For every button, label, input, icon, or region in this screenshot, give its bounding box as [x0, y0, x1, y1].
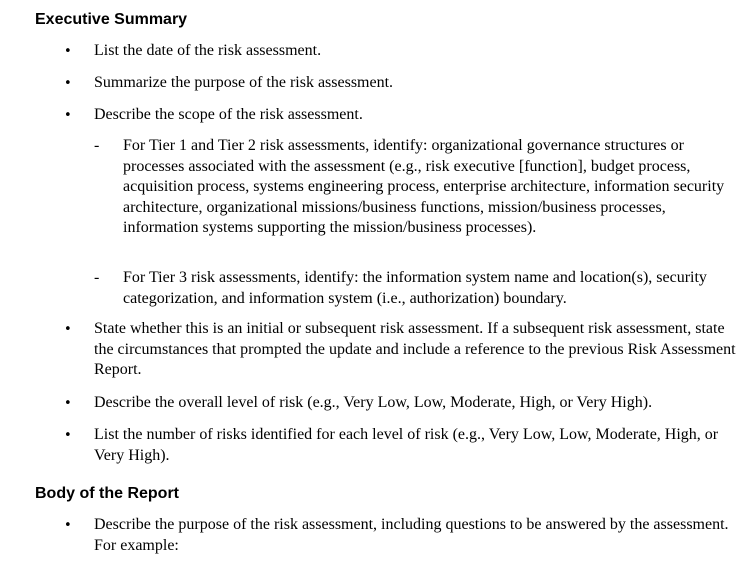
list-item: State whether this is an initial or subsequent risk assessment. If a subsequent risk assessment, state the circumstances that prompted the update and include a reference to the previous Risk Assessment Report. [94, 320, 736, 378]
bullet-icon: • [64, 396, 72, 411]
bullet-icon: • [64, 76, 72, 91]
list-item: Summarize the purpose of the risk assessment. [94, 74, 394, 91]
list-item: List the number of risks identified for each level of risk (e.g., Very Low, Low, Moderate, High, or Very High). [94, 426, 719, 464]
dash-marker: - [94, 137, 100, 154]
sub-list-item: For Tier 3 risk assessments, identify: the information system name and location(s), security categorization, and information system (i.e., authorization) boundary. [123, 269, 707, 307]
heading-executive-summary: Executive Summary [35, 11, 188, 28]
heading-body-of-report: Body of the Report [35, 485, 179, 502]
bullet-icon: • [64, 108, 72, 123]
dash-marker: - [94, 269, 100, 286]
sub-list-item: For Tier 1 and Tier 2 risk assessments, identify: organizational governance structures or processes associated with the assessment (e.g., risk executive [function], budget process, acquisition process, systems engineering process, enterprise architecture, information security architecture, organizational missions/business functions, mission/business processes, information systems supporting the mission/business processes). [123, 137, 725, 236]
bullet-icon: • [64, 44, 72, 59]
bullet-icon: • [64, 518, 72, 533]
bullet-icon: • [64, 428, 72, 443]
list-item: Describe the scope of the risk assessment. [94, 106, 363, 123]
list-item: Describe the purpose of the risk assessment, including questions to be answered by the assessment. For example: [94, 516, 729, 554]
bullet-icon: • [64, 322, 72, 337]
list-item: List the date of the risk assessment. [94, 42, 322, 59]
list-item: Describe the overall level of risk (e.g., Very Low, Low, Moderate, High, or Very High). [94, 394, 653, 411]
